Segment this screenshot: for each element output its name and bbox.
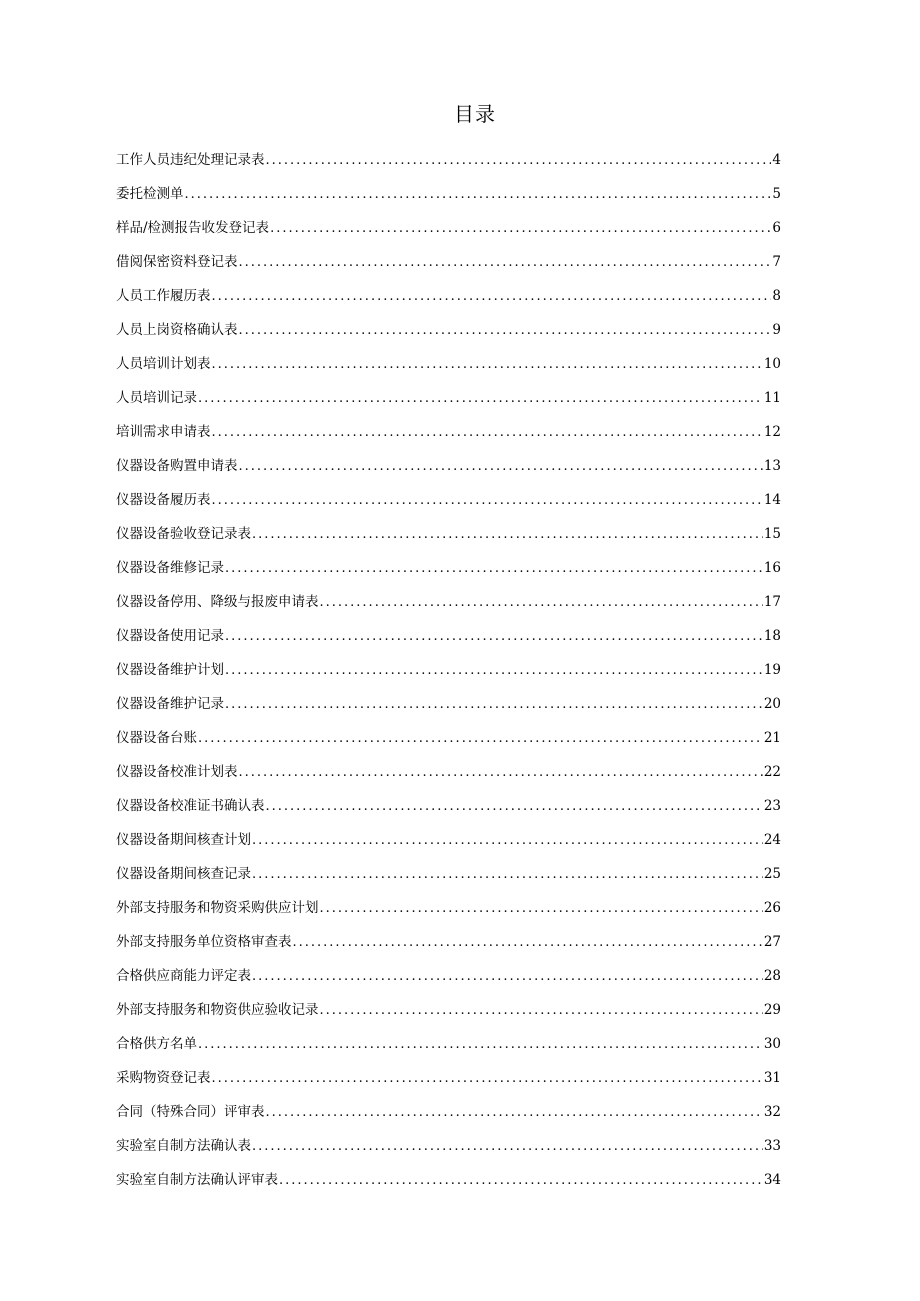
toc-entry-page-number: 25 xyxy=(763,866,781,882)
toc-dot-leader xyxy=(252,965,763,989)
toc-entry-page-number: 27 xyxy=(763,934,781,950)
toc-entry-page-number: 10 xyxy=(763,356,781,372)
toc-entry[interactable] xyxy=(116,590,781,624)
toc-entry-page-number: 17 xyxy=(763,594,781,610)
toc-dot-leader xyxy=(252,1135,763,1159)
toc-dot-leader xyxy=(239,319,772,343)
toc-entry-label: 人员工作履历表 xyxy=(116,288,211,304)
toc-entry-page-number: 7 xyxy=(772,254,781,270)
toc-dot-leader xyxy=(320,897,763,921)
toc-entry-label: 合格供方名单 xyxy=(116,1036,197,1052)
toc-entry[interactable] xyxy=(116,522,781,556)
toc-entry-page-number: 13 xyxy=(763,458,781,474)
toc-dot-leader xyxy=(266,149,772,173)
toc-dot-leader xyxy=(225,625,763,649)
toc-entry-label: 借阅保密资料登记表 xyxy=(116,254,238,270)
toc-entry[interactable] xyxy=(116,318,781,352)
toc-entry-page-number: 8 xyxy=(772,288,781,304)
toc-dot-leader xyxy=(212,1067,763,1091)
toc-dot-leader xyxy=(320,591,763,615)
toc-entry[interactable] xyxy=(116,352,781,386)
toc-dot-leader xyxy=(198,387,763,411)
toc-entry-label: 培训需求申请表 xyxy=(116,424,211,440)
toc-entry[interactable] xyxy=(116,1032,781,1066)
page-title: 目录 xyxy=(454,102,496,126)
toc-entry-page-number: 15 xyxy=(763,526,781,542)
toc-dot-leader xyxy=(266,1101,763,1125)
toc-entry-label: 仪器设备验收登记录表 xyxy=(116,526,251,542)
toc-entry-page-number: 4 xyxy=(772,152,781,168)
toc-entry[interactable] xyxy=(116,998,781,1032)
toc-entry-label: 工作人员违纪处理记录表 xyxy=(116,152,265,168)
toc-entry[interactable] xyxy=(116,828,781,862)
toc-dot-leader xyxy=(198,1033,763,1057)
toc-entry[interactable] xyxy=(116,488,781,522)
toc-entry-label: 仪器设备台账 xyxy=(116,730,197,746)
toc-dot-leader xyxy=(212,489,763,513)
toc-entry-label: 采购物资登记表 xyxy=(116,1070,211,1086)
toc-entry-label: 仪器设备期间核查记录 xyxy=(116,866,251,882)
toc-dot-leader xyxy=(225,693,763,717)
toc-entry-label: 外部支持服务和物资供应验收记录 xyxy=(116,1002,319,1018)
toc-entry[interactable] xyxy=(116,964,781,998)
toc-entry[interactable] xyxy=(116,896,781,930)
toc-entry[interactable] xyxy=(116,726,781,760)
toc-entry-label: 仪器设备维护计划 xyxy=(116,662,224,678)
toc-entry-label: 人员上岗资格确认表 xyxy=(116,322,238,338)
toc-entry-page-number: 21 xyxy=(763,730,781,746)
toc-entry[interactable] xyxy=(116,284,781,318)
toc-entry[interactable] xyxy=(116,1100,781,1134)
toc-entry-page-number: 26 xyxy=(763,900,781,916)
toc-entry-page-number: 9 xyxy=(772,322,781,338)
toc-entry-page-number: 14 xyxy=(763,492,781,508)
toc-entry-label: 委托检测单 xyxy=(116,186,184,202)
toc-dot-leader xyxy=(225,557,763,581)
toc-entry-label: 实验室自制方法确认表 xyxy=(116,1138,251,1154)
toc-entry-label: 样品/检测报告收发登记表 xyxy=(116,220,270,236)
toc-dot-leader xyxy=(266,795,763,819)
toc-entry-page-number: 5 xyxy=(772,186,781,202)
toc-dot-leader xyxy=(252,863,763,887)
toc-entry[interactable] xyxy=(116,624,781,658)
toc-entry[interactable] xyxy=(116,1134,781,1168)
toc-entry[interactable] xyxy=(116,1168,781,1202)
toc-dot-leader xyxy=(239,251,772,275)
toc-entry-label: 人员培训计划表 xyxy=(116,356,211,372)
toc-dot-leader xyxy=(239,455,763,479)
toc-entry-page-number: 30 xyxy=(763,1036,781,1052)
toc-entry[interactable] xyxy=(116,930,781,964)
toc-entry[interactable] xyxy=(116,862,781,896)
toc-dot-leader xyxy=(212,353,763,377)
toc-entry[interactable] xyxy=(116,692,781,726)
toc-entry-page-number: 28 xyxy=(763,968,781,984)
toc-entry-page-number: 11 xyxy=(763,390,781,406)
toc-entry-label: 仪器设备履历表 xyxy=(116,492,211,508)
toc-entry[interactable] xyxy=(116,250,781,284)
toc-entry[interactable] xyxy=(116,760,781,794)
toc-entry[interactable] xyxy=(116,1066,781,1100)
toc-entry-label: 外部支持服务和物资采购供应计划 xyxy=(116,900,319,916)
toc-entry-label: 仪器设备购置申请表 xyxy=(116,458,238,474)
toc-entry-page-number: 19 xyxy=(763,662,781,678)
toc-entry-label: 仪器设备使用记录 xyxy=(116,628,224,644)
toc-entry-label: 实验室自制方法确认评审表 xyxy=(116,1172,278,1188)
toc-entry-page-number: 6 xyxy=(772,220,781,236)
toc-entry-label: 合同（特殊合同）评审表 xyxy=(116,1104,265,1120)
toc-entry-label: 合格供应商能力评定表 xyxy=(116,968,251,984)
toc-entry[interactable] xyxy=(116,658,781,692)
toc-entry[interactable] xyxy=(116,386,781,420)
toc-entry-page-number: 20 xyxy=(763,696,781,712)
toc-entry-label: 仪器设备停用、降级与报废申请表 xyxy=(116,594,319,610)
toc-entry-page-number: 18 xyxy=(763,628,781,644)
toc-dot-leader xyxy=(279,1169,763,1193)
toc-entry-label: 人员培训记录 xyxy=(116,390,197,406)
toc-dot-leader xyxy=(252,829,763,853)
toc-dot-leader xyxy=(212,285,772,309)
toc-entry-label: 仪器设备校准证书确认表 xyxy=(116,798,265,814)
toc-entry[interactable] xyxy=(116,556,781,590)
toc-dot-leader xyxy=(293,931,763,955)
toc-dot-leader xyxy=(252,523,763,547)
toc-entry-page-number: 32 xyxy=(763,1104,781,1120)
toc-entry-page-number: 31 xyxy=(763,1070,781,1086)
toc-entry-page-number: 12 xyxy=(763,424,781,440)
toc-entry-label: 仪器设备期间核查计划 xyxy=(116,832,251,848)
toc-dot-leader xyxy=(185,183,772,207)
toc-entry[interactable] xyxy=(116,794,781,828)
toc-dot-leader xyxy=(198,727,763,751)
toc-entry-page-number: 16 xyxy=(763,560,781,576)
toc-entry-page-number: 33 xyxy=(763,1138,781,1154)
toc-entry[interactable] xyxy=(116,216,781,250)
toc-entry-label: 外部支持服务单位资格审查表 xyxy=(116,934,292,950)
toc-entry-page-number: 29 xyxy=(763,1002,781,1018)
toc-entry-page-number: 34 xyxy=(763,1172,781,1188)
toc-dot-leader xyxy=(320,999,763,1023)
toc-entry-label: 仪器设备维护记录 xyxy=(116,696,224,712)
table-of-contents xyxy=(116,148,781,1202)
toc-entry-page-number: 22 xyxy=(763,764,781,780)
toc-entry-label: 仪器设备校准计划表 xyxy=(116,764,238,780)
toc-entry[interactable] xyxy=(116,148,781,182)
toc-entry-label: 仪器设备维修记录 xyxy=(116,560,224,576)
toc-dot-leader xyxy=(239,761,763,785)
toc-entry-page-number: 23 xyxy=(763,798,781,814)
toc-entry[interactable] xyxy=(116,182,781,216)
toc-dot-leader xyxy=(212,421,763,445)
toc-dot-leader xyxy=(270,217,771,241)
toc-entry[interactable] xyxy=(116,454,781,488)
toc-dot-leader xyxy=(225,659,763,683)
toc-entry[interactable] xyxy=(116,420,781,454)
toc-entry-page-number: 24 xyxy=(763,832,781,848)
